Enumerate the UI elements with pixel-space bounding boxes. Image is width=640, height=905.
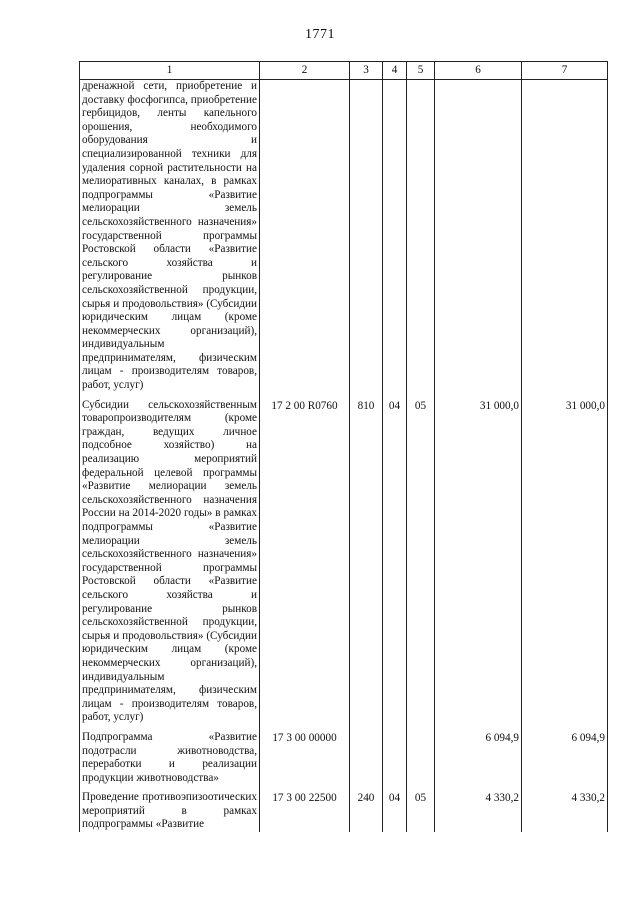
- row-description: дренажной сети, приобретение и доставку фосфогипса, приобретение гербицидов, ленты капельного орошения, необходимого оборудования и специализированной техники для удаления сорной растительности на мелиоративных каналах, в рамках подпрограммы «Развитие мелиорации земель сельскохозяйственного назначения» государственной программы Ростовской области «Развитие сельского хозяйства и регулирование рынков сельскохозяйственной продукции, сырья и продовольствия» (Субсидии юридическим лицам (кроме некоммерческих организаций), индивидуальным предпринимателям, физическим лицам - производителям товаров, работ, услуг): [80, 80, 260, 393]
- row-target-code: 17 2 00 R0760: [260, 399, 350, 725]
- table-row: [80, 791, 608, 832]
- row-amount-2: 4 330,2: [522, 791, 608, 832]
- row-amount-2: 31 000,0: [522, 399, 608, 725]
- table-row: [80, 731, 608, 785]
- row-description: Подпрограмма «Развитие подотрасли животноводства, переработки и реализации продукции животноводства»: [80, 731, 260, 785]
- row-section: 04: [383, 791, 407, 832]
- row-target-code: [260, 80, 350, 393]
- row-subsection: [407, 731, 435, 785]
- row-description: Субсидии сельскохозяйственным товаропроизводителям (кроме граждан, ведущих личное подсобное хозяйство) на реализацию мероприятий федеральной целевой программы «Развитие мелиорации земель сельскохозяйственного назначения России на 2014-2020 годы» в рамках подпрограммы «Развитие мелиорации земель сельскохозяйственного назначения» государственной программы Ростовской области «Развитие сельского хозяйства и регулирование рынков сельскохозяйственной продукции, сырья и продовольствия» (Субсидии юридическим лицам (кроме некоммерческих организаций), индивидуальным предпринимателям, физическим лицам - производителям товаров, работ, услуг): [80, 399, 260, 725]
- table-row: [80, 80, 608, 393]
- row-section: 04: [383, 399, 407, 725]
- col-header-3: 3: [350, 62, 383, 80]
- table-row: [80, 399, 608, 725]
- row-amount-2: 6 094,9: [522, 731, 608, 785]
- row-section: [383, 731, 407, 785]
- row-amount-1: 4 330,2: [435, 791, 522, 832]
- col-header-6: 6: [435, 62, 522, 80]
- col-header-2: 2: [260, 62, 350, 80]
- row-target-code: 17 3 00 22500: [260, 791, 350, 832]
- row-expense-type: 240: [350, 791, 383, 832]
- row-subsection: 05: [407, 399, 435, 725]
- col-header-4: 4: [383, 62, 407, 80]
- col-header-7: 7: [522, 62, 608, 80]
- col-header-1: 1: [80, 62, 260, 80]
- row-expense-type: 810: [350, 399, 383, 725]
- budget-table: [79, 61, 608, 832]
- header-row: [80, 62, 608, 80]
- row-expense-type: [350, 80, 383, 393]
- row-expense-type: [350, 731, 383, 785]
- row-amount-1: [435, 80, 522, 393]
- row-section: [383, 80, 407, 393]
- row-target-code: 17 3 00 00000: [260, 731, 350, 785]
- page-number: 1771: [305, 27, 335, 42]
- row-subsection: [407, 80, 435, 393]
- row-amount-1: 31 000,0: [435, 399, 522, 725]
- row-description: Проведение противоэпизоотических мероприятий в рамках подпрограммы «Развитие: [80, 791, 260, 832]
- row-subsection: 05: [407, 791, 435, 832]
- row-amount-2: [522, 80, 608, 393]
- row-amount-1: 6 094,9: [435, 731, 522, 785]
- col-header-5: 5: [407, 62, 435, 80]
